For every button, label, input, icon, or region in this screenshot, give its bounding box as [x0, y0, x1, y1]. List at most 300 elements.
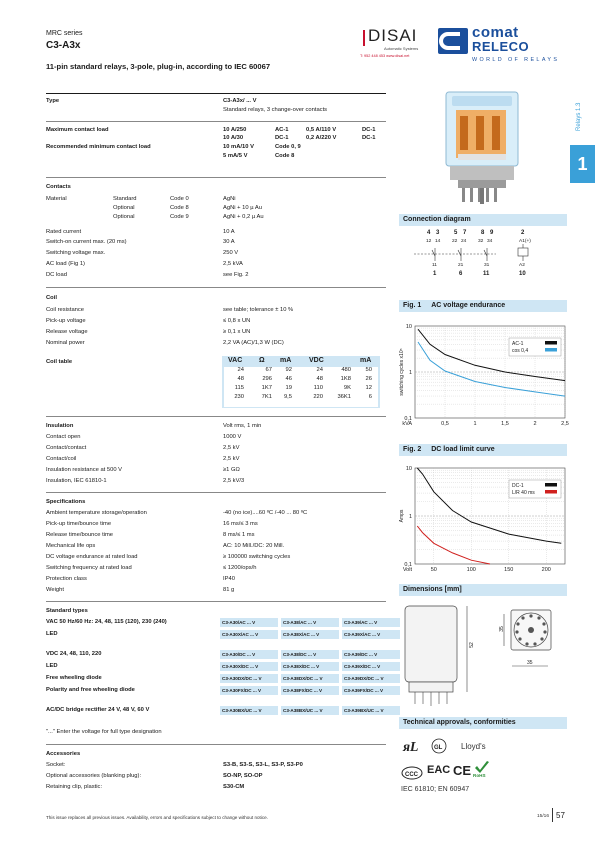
- spec-value: 1000 V: [223, 434, 242, 440]
- table-cell: 480: [341, 367, 351, 373]
- type-row-label: Free wheeling diode: [46, 675, 102, 681]
- spec-label: Protection class: [46, 576, 87, 582]
- comat-logo: [438, 26, 568, 66]
- accessory-value: SO-NP, SO-OP: [223, 773, 263, 779]
- x-axis-label: Volt: [402, 567, 412, 573]
- spec-row: [46, 586, 386, 594]
- spec-row: [46, 509, 386, 517]
- legend-swatch: [545, 348, 557, 352]
- rohs-label: RoHS: [473, 773, 486, 778]
- ccc-mark-icon: [401, 766, 423, 780]
- fig1-header: [399, 300, 567, 312]
- eac-mark-icon: EAC: [427, 764, 451, 776]
- accessories-title-row: [46, 750, 386, 758]
- y-tick-label: 0,1: [404, 416, 412, 422]
- max-load-label: Maximum contact load: [46, 127, 109, 133]
- section-title: Contacts: [46, 184, 71, 190]
- coil-table-head: [222, 357, 380, 366]
- material-value: AgNi + 10 µ Au: [223, 205, 262, 211]
- x-tick-label: 1: [473, 421, 477, 427]
- type-code: C3-A38X/DC ... V: [281, 662, 339, 671]
- spec-value: see table; tolerance ± 10 %: [223, 307, 294, 313]
- accessory-value: S30-CM: [223, 784, 245, 790]
- type-code: C3-A39/AC ... V: [342, 618, 400, 627]
- pin-number: 6: [459, 271, 463, 277]
- y-tick-label: 10: [405, 324, 412, 330]
- min-load-code: Code 8: [275, 153, 295, 159]
- y-tick-label: 0,1: [404, 562, 412, 568]
- spec-row: [46, 466, 386, 474]
- dimensions-drawing: [399, 600, 567, 708]
- legend-swatch: [545, 341, 557, 345]
- comat-tagline: WORLD OF RELAYS: [472, 57, 560, 63]
- type-code: C3-A39X/AC ... V: [342, 630, 400, 639]
- type-code: C3-A39DX/DC ... V: [342, 674, 400, 683]
- spec-value: 250 V: [223, 250, 239, 256]
- accessory-label: Socket:: [46, 762, 66, 768]
- table-cell: 48: [237, 376, 244, 382]
- max-load-row-2: [46, 134, 386, 142]
- spec-label: Coil resistance: [46, 307, 85, 313]
- ul-mark-icon: [401, 736, 457, 758]
- legend-swatch: [545, 483, 557, 487]
- standards-text: IEC 61810; EN 60947: [401, 786, 470, 793]
- spec-label: Rated current: [46, 229, 82, 235]
- rohs-check-icon: [473, 760, 491, 774]
- type-code: C3-A39FX/DC ... V: [342, 686, 400, 695]
- spec-value: 2,5 kVA: [223, 261, 243, 267]
- disai-sub: Automatic Systems: [384, 46, 419, 51]
- spec-label: Release voltage: [46, 329, 88, 335]
- material-label: Material: [46, 196, 67, 202]
- y-tick-label: 1: [408, 370, 412, 376]
- material-type: Standard: [113, 196, 137, 202]
- table-row: [224, 385, 378, 394]
- type-code: C3-A39/DC ... V: [342, 650, 400, 659]
- table-cell: 12: [365, 385, 372, 391]
- spec-row: [46, 317, 386, 325]
- spec-value: ≥1 GΩ: [223, 467, 240, 473]
- section-title: Insulation: [46, 423, 74, 429]
- x-tick-label: 150: [504, 567, 514, 573]
- pin-number: 8: [481, 230, 485, 236]
- coil-table-title: Coil table: [46, 359, 73, 365]
- dimensions-title: Dimensions [mm]: [399, 584, 567, 596]
- x-tick-label: 2: [533, 421, 537, 427]
- spec-row: [46, 575, 386, 583]
- type-code: C3-A30X/AC ... V: [220, 630, 278, 639]
- spec-value: AC: 10 Mill./DC: 20 Mill.: [223, 543, 285, 549]
- spec-label: Pick-up voltage: [46, 318, 86, 324]
- specs-title-row: [46, 498, 386, 506]
- divider: [46, 121, 386, 122]
- x-tick-label: 2,5: [561, 421, 569, 427]
- fig1-chart: [397, 320, 569, 434]
- section-title: Coil: [46, 295, 57, 301]
- type-code: C3-A30/AC ... V: [220, 618, 278, 627]
- spec-label: AC load (Fig 1): [46, 261, 85, 267]
- spec-label: Nominal power: [46, 340, 85, 346]
- connection-diagram-title: Connection diagram: [399, 214, 567, 226]
- type-code: C3-A38BX/UC ... V: [281, 706, 339, 715]
- coil-title: [46, 294, 386, 302]
- spec-label: Mechanical life ops: [46, 543, 96, 549]
- section-title: Accessories: [46, 751, 81, 757]
- accessory-value: S3-B, S3-S, S3-L, S3-P, S3-P0: [223, 762, 303, 768]
- comat-text: comat: [472, 24, 519, 41]
- section-title: Specifications: [46, 499, 86, 505]
- legend-label: AC-1: [512, 341, 524, 347]
- table-cell: 26: [365, 376, 372, 382]
- max-load-row-1: [46, 126, 386, 134]
- coil-head-vac: VAC: [228, 357, 243, 364]
- spec-row: [46, 228, 386, 236]
- divider: [46, 177, 386, 178]
- pin-number: 5: [454, 230, 458, 236]
- type-code: C3-A38FX/DC ... V: [281, 686, 339, 695]
- spec-label: DC load: [46, 272, 67, 278]
- max-load-cat: DC-1: [362, 127, 376, 133]
- coil-head-ma: mA: [360, 357, 372, 364]
- type-code: C3-A39BX/UC ... V: [342, 706, 400, 715]
- max-load-value: 10 A/30: [223, 135, 244, 141]
- type-note: "..." Enter the voltage for full type designation: [46, 729, 162, 735]
- material-row: [46, 213, 386, 221]
- svg-text:GL: GL: [434, 745, 443, 751]
- spec-row: [46, 520, 386, 528]
- table-row: [224, 394, 378, 403]
- type-row-label: VDC 24, 48, 110, 220: [46, 651, 102, 657]
- spec-value: 81 g: [223, 587, 235, 593]
- spec-value: ≤ 0,8 x UN: [223, 318, 251, 324]
- dim-width-label: 35: [527, 660, 533, 666]
- footer-divider: [552, 808, 553, 822]
- pin-number: 1: [433, 271, 437, 277]
- pin-number: 2: [521, 230, 525, 236]
- disai-logo: [360, 24, 432, 64]
- max-load-cat: DC-1: [362, 135, 376, 141]
- type-row-label: LED: [46, 663, 58, 669]
- y-axis-label: switching cycles x10⁵: [399, 348, 405, 396]
- dim-height-label: 52: [468, 642, 475, 648]
- releco-text: RELECO: [472, 39, 530, 54]
- legend-swatch: [545, 490, 557, 494]
- spec-value: -40 (no ice)....60 ºC /-40 ... 80 ºC: [223, 510, 308, 516]
- spec-row: [46, 433, 386, 441]
- pin-number: 10: [519, 271, 526, 277]
- type-code: C3-A30DX/DC ... V: [220, 674, 278, 683]
- disai-contact: T: 952 448 453 www.disai.net: [360, 54, 410, 58]
- terminal-label: A1(+): [519, 239, 531, 244]
- material-value: AgNi + 0,2 µ Au: [223, 214, 264, 220]
- spec-row: [46, 271, 386, 279]
- table-cell: 19: [285, 385, 292, 391]
- fig1-number: Fig. 1: [403, 302, 422, 309]
- type-code: C3-A30/DC ... V: [220, 650, 278, 659]
- side-label-wrap: [573, 90, 583, 136]
- lloyds-label: Lloyd's: [461, 742, 486, 751]
- spec-row: [46, 328, 386, 336]
- spec-row: [46, 339, 386, 347]
- spec-value: 2,2 VA (AC)/1,3 W (DC): [223, 340, 284, 346]
- rule-top: [46, 93, 386, 94]
- fig2-number: Fig. 2: [403, 446, 422, 453]
- spec-row: [46, 553, 386, 561]
- x-tick-label: 0,5: [441, 421, 449, 427]
- section-title: Standard types: [46, 608, 88, 614]
- spec-value: see Fig. 2: [223, 272, 249, 278]
- spec-label: DC voltage endurance at rated load: [46, 554, 138, 560]
- type-code: C3-A38/DC ... V: [281, 650, 339, 659]
- rohs-mark: [473, 760, 491, 780]
- table-cell: 110: [313, 385, 323, 391]
- series-label: MRC series: [46, 30, 83, 37]
- type-desc-row: [46, 106, 386, 114]
- min-load-value: 5 mA/5 V: [223, 153, 248, 159]
- table-cell: 7K1: [261, 394, 272, 400]
- type-row: [46, 97, 386, 105]
- spec-value: 2,5 kV: [223, 445, 240, 451]
- table-cell: 1K8: [340, 376, 351, 382]
- spec-value: 10 A: [223, 229, 235, 235]
- spec-label: Weight: [46, 587, 64, 593]
- type-row-label: VAC 50 Hz/60 Hz: 24, 48, 115 (120), 230 (240): [46, 619, 167, 625]
- svg-text:ᴙL: ᴙL: [403, 740, 419, 755]
- spec-row: [46, 542, 386, 550]
- spec-value: ≥ 100000 switching cycles: [223, 554, 291, 560]
- spec-label: Contact open: [46, 434, 81, 440]
- accessory-row: [46, 761, 386, 769]
- terminal-label: 32: [478, 239, 484, 244]
- x-axis-label: kVA: [402, 421, 412, 427]
- type-desc: Standard relays, 3 change-over contacts: [223, 107, 328, 113]
- material-type: Optional: [113, 205, 135, 211]
- approvals-logos: [399, 734, 567, 804]
- approvals-title: Technical approvals, conformities: [399, 717, 567, 729]
- spec-row: [46, 444, 386, 452]
- accessory-row: [46, 783, 386, 791]
- terminal-label: 24: [461, 239, 467, 244]
- spec-label: Release time/bounce time: [46, 532, 114, 538]
- spec-value: ≥ 0,1 x UN: [223, 329, 251, 335]
- x-tick-label: 1,5: [501, 421, 509, 427]
- type-code: C3-A30FX/DC ... V: [220, 686, 278, 695]
- fig2-header: [399, 444, 567, 456]
- legend-label: L/R 40 ms: [512, 490, 535, 496]
- y-axis-label: Amps: [399, 509, 405, 523]
- accessory-row: [46, 772, 386, 780]
- coil-head-ohm: Ω: [259, 357, 265, 364]
- connection-diagram: [404, 230, 564, 292]
- table-cell: 1K7: [261, 385, 272, 391]
- contacts-title: [46, 183, 386, 191]
- relay-illustration-icon: [428, 88, 538, 206]
- x-tick-label: 100: [466, 567, 476, 573]
- type-code: C3-A38/AC ... V: [281, 618, 339, 627]
- side-tab: 1: [570, 145, 595, 183]
- issue-label: 15/16: [537, 814, 550, 819]
- material-code: Code 8: [170, 205, 189, 211]
- spec-label: Insulation resistance at 500 V: [46, 467, 123, 473]
- table-cell: 46: [285, 376, 292, 382]
- dimensions-sketch-icon: [399, 600, 567, 708]
- fig2-chart: [397, 462, 569, 580]
- type-code: C3-A38DX/DC ... V: [281, 674, 339, 683]
- material-type: Optional: [113, 214, 135, 220]
- table-cell: 50: [365, 367, 372, 373]
- type-code: C3-A30X/DC ... V: [220, 662, 278, 671]
- max-load-value: 0,5 A/110 V: [306, 127, 337, 133]
- standard-types-title-row: [46, 607, 386, 615]
- spec-row: [46, 238, 386, 246]
- legend-label: DC-1: [512, 483, 524, 489]
- material-row: [46, 204, 386, 212]
- divider: [46, 287, 386, 288]
- divider: [46, 492, 386, 493]
- fig2-plot: [397, 462, 569, 580]
- terminal-label: 11: [432, 263, 437, 268]
- side-label: Relays 1.3: [576, 102, 582, 131]
- spec-value: IP40: [223, 576, 235, 582]
- table-cell: 220: [313, 394, 323, 400]
- type-value: C3-A3x/ ... V: [223, 98, 257, 104]
- material-code: Code 9: [170, 214, 189, 220]
- accessory-label: Retaining clip, plastic:: [46, 784, 103, 790]
- divider: [46, 416, 386, 417]
- type-row-label: LED: [46, 631, 58, 637]
- table-row: [224, 367, 378, 376]
- fig1-subtitle: AC voltage endurance: [431, 302, 506, 309]
- max-load-cat: DC-1: [275, 135, 289, 141]
- table-cell: 296: [262, 376, 272, 382]
- spec-label: Insulation, IEC 61810-1: [46, 478, 107, 484]
- fig2-subtitle: DC load limit curve: [431, 446, 495, 453]
- disai-name: DISAI: [368, 26, 418, 45]
- terminal-label: 12: [426, 239, 432, 244]
- spec-row: [46, 455, 386, 463]
- spec-value: 2,5 kV/3: [223, 478, 245, 484]
- table-row: [224, 376, 378, 385]
- spec-label: Ambient temperature storage/operation: [46, 510, 147, 516]
- spec-label: Pick-up time/bounce time: [46, 521, 112, 527]
- table-cell: 36K1: [337, 394, 351, 400]
- x-tick-label: 200: [541, 567, 551, 573]
- model-title: C3-A3x: [46, 40, 81, 51]
- min-load-code: Code 0, 9: [275, 144, 301, 150]
- table-cell: 92: [285, 367, 292, 373]
- y-tick-label: 1: [408, 514, 412, 520]
- terminal-label: 14: [435, 239, 441, 244]
- table-cell: 9K: [343, 385, 351, 391]
- ce-mark-icon: CE: [453, 763, 472, 778]
- table-cell: 6: [368, 394, 372, 400]
- type-label: Type: [46, 98, 60, 104]
- legend-label: cos 0,4: [512, 348, 529, 354]
- type-code: C3-A38X/AC ... V: [281, 630, 339, 639]
- divider: [46, 744, 386, 745]
- relay-photo: [428, 88, 538, 206]
- material-code: Code 0: [170, 196, 189, 202]
- table-cell: 48: [316, 376, 323, 382]
- type-code: C3-A30BX/UC ... V: [220, 706, 278, 715]
- type-row-label: AC/DC bridge rectifier 24 V, 48 V, 60 V: [46, 707, 150, 713]
- min-load-label: Recommended minimum contact load: [46, 144, 151, 150]
- table-cell: 24: [237, 367, 244, 373]
- spec-row: [46, 260, 386, 268]
- insulation-header: Volt rms, 1 min: [223, 423, 262, 429]
- spec-value: 2,5 kV: [223, 456, 240, 462]
- spec-row: [46, 306, 386, 314]
- terminal-label: 22: [452, 239, 458, 244]
- spec-value: ≤ 1200/ops/h: [223, 565, 257, 571]
- min-load-row-2: [46, 152, 386, 160]
- terminal-label: 21: [458, 263, 464, 268]
- spec-value: 16 ms/≤ 3 ms: [223, 521, 258, 527]
- svg-text:CCC: CCC: [405, 772, 418, 778]
- spec-value: 8 ms/≤ 1 ms: [223, 532, 255, 538]
- spec-label: Contact/coil: [46, 456, 77, 462]
- table-cell: 9,5: [283, 394, 292, 400]
- insulation-header-row: [46, 422, 386, 430]
- accessory-label: Optional accessories (blanking plug):: [46, 773, 142, 779]
- table-cell: 67: [265, 367, 272, 373]
- table-cell: 230: [234, 394, 244, 400]
- spec-label: Switching frequency at rated load: [46, 565, 132, 571]
- material-value: AgNi: [223, 196, 236, 202]
- terminal-label: A2: [519, 263, 525, 268]
- dim-side-label: 35: [498, 626, 505, 632]
- fig1-plot: [397, 320, 569, 434]
- spec-row: [46, 531, 386, 539]
- pin-number: 4: [427, 230, 431, 236]
- terminal-label: 34: [487, 239, 493, 244]
- x-tick-label: 50: [430, 567, 437, 573]
- spec-row: [46, 564, 386, 572]
- spec-value: 30 A: [223, 239, 235, 245]
- coil-head-ma: mA: [280, 357, 292, 364]
- pin-number: 3: [436, 230, 440, 236]
- coil-head-vdc: VDC: [309, 357, 324, 364]
- type-code: C3-A39X/DC ... V: [342, 662, 400, 671]
- spec-row: [46, 249, 386, 257]
- table-cell: 24: [316, 367, 323, 373]
- spec-label: Switching voltage max.: [46, 250, 106, 256]
- type-note-row: [46, 728, 386, 736]
- material-row: [46, 195, 386, 203]
- coil-table-rows: [224, 367, 378, 403]
- min-load-value: 10 mA/10 V: [223, 144, 254, 150]
- spec-row: [46, 477, 386, 485]
- pin-number: 9: [490, 230, 494, 236]
- pin-number: 7: [463, 230, 467, 236]
- max-load-cat: AC-1: [275, 127, 289, 133]
- page-number: 57: [556, 811, 565, 820]
- pin-number: 11: [483, 271, 490, 277]
- spec-label: Contact/contact: [46, 445, 87, 451]
- spec-label: Switch-on current max. (20 ms): [46, 239, 127, 245]
- table-cell: 115: [234, 385, 244, 391]
- page-subtitle: 11-pin standard relays, 3-pole, plug-in, according to IEC 60067: [46, 62, 271, 71]
- terminal-label: 31: [484, 263, 490, 268]
- footer-note: This issue replaces all previous issues. Availability, errors and specifications subject to change without notice.: [46, 815, 268, 820]
- divider: [46, 601, 386, 602]
- y-tick-label: 10: [405, 466, 412, 472]
- comat-mark-icon: [438, 28, 468, 54]
- min-load-row-1: [46, 143, 386, 151]
- type-row-label: Polarity and free wheeling diode: [46, 687, 135, 693]
- max-load-value: 10 A/250: [223, 127, 247, 133]
- max-load-value: 0,2 A/220 V: [306, 135, 337, 141]
